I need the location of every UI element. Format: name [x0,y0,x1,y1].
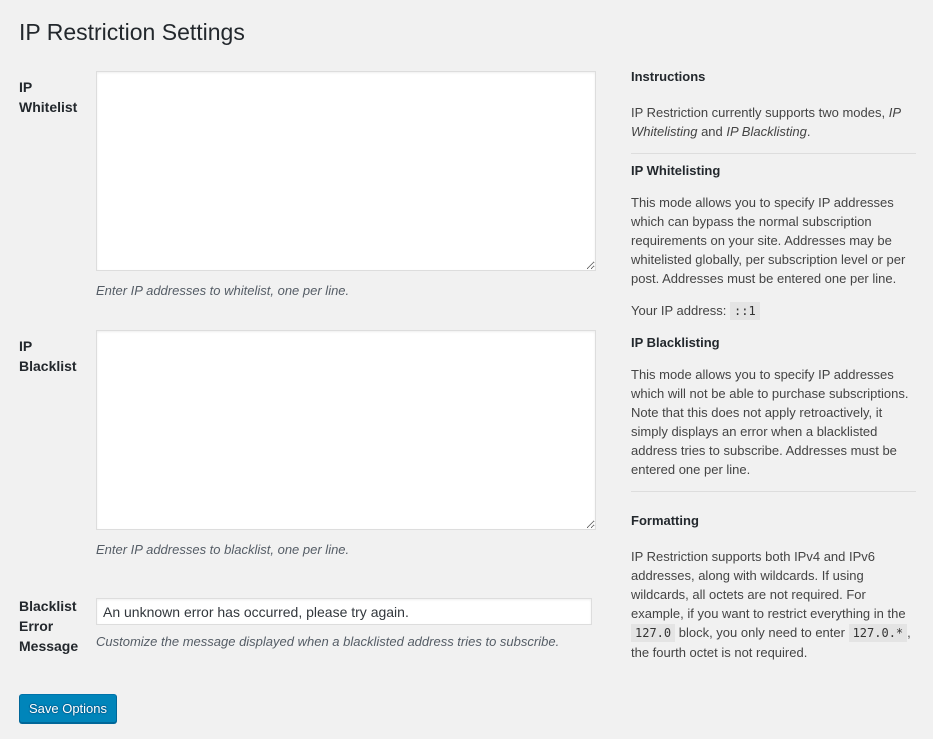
instructions-heading: Instructions [631,69,706,84]
your-ip-label: Your IP address: [631,303,727,318]
formatting-text-before: IP Restriction supports both IPv4 and IPv6 addresses, along with wildcards. If using wildcards, all octets are not required. For example, if you want to restrict everything in the [631,549,906,621]
whitelisting-heading: IP Whitelisting [631,163,721,178]
blacklist-description: Enter IP addresses to blacklist, one per line. [96,542,350,557]
whitelist-label [19,77,89,117]
blacklist-textarea[interactable] [96,330,596,530]
whitelist-description: Enter IP addresses to whitelist, one per line. [96,283,350,298]
instructions-em-whitelisting: IP Whitelisting [631,105,901,139]
blacklist-label [19,336,89,376]
instructions-text-before: IP Restriction currently supports two modes, [631,105,889,120]
whitelist-label-line1: IP [19,79,33,95]
your-ip-value: ::1 [730,302,760,320]
error-message-label-line2: Error [19,618,54,634]
whitelisting-text: This mode allows you to specify IP addresses which can bypass the normal subscription requirements on your site. Addresses may be whitelisted globally, per subscription level or per post. Addresses must be entered one per line. [631,195,906,286]
formatting-code-block: 127.0 [631,624,675,642]
instructions-text-after: . [806,124,811,139]
error-message-label-line1: Blacklist [19,598,77,614]
formatting-text-after: , the fourth octet is not required. [631,625,911,660]
formatting-heading: Formatting [631,513,699,528]
your-ip-row [631,301,916,321]
formatting-code-wildcard: 127.0.* [849,624,908,642]
blacklist-label-line2: Blacklist [19,358,77,374]
error-message-label [19,596,89,656]
blacklisting-text: This mode allows you to specify IP addresses which will not be able to purchase subscriptions. Note that this does not apply retroactively, it simply displays an error when a blacklisted address tries to subscribe. Addresses must be entered one per line. [631,367,909,477]
instructions-text [631,103,916,141]
whitelist-textarea[interactable] [96,71,596,271]
blacklist-label-line1: IP [19,338,33,354]
error-message-description: Customize the message displayed when a blacklisted address tries to subscribe. [96,634,560,649]
blacklisting-heading: IP Blacklisting [631,335,720,350]
instructions-em-blacklisting: IP Blacklisting [726,124,807,139]
formatting-text-mid: block, you only need to enter [675,625,849,640]
divider [631,491,916,492]
divider [631,153,916,154]
formatting-text [631,547,916,662]
whitelist-label-line2: Whitelist [19,99,78,115]
instructions-text-mid: and [697,124,727,139]
page-title: IP Restriction Settings [19,19,245,45]
error-message-label-line3: Message [19,638,79,654]
save-options-button[interactable]: Save Options [19,694,117,723]
error-message-input[interactable] [96,598,592,625]
